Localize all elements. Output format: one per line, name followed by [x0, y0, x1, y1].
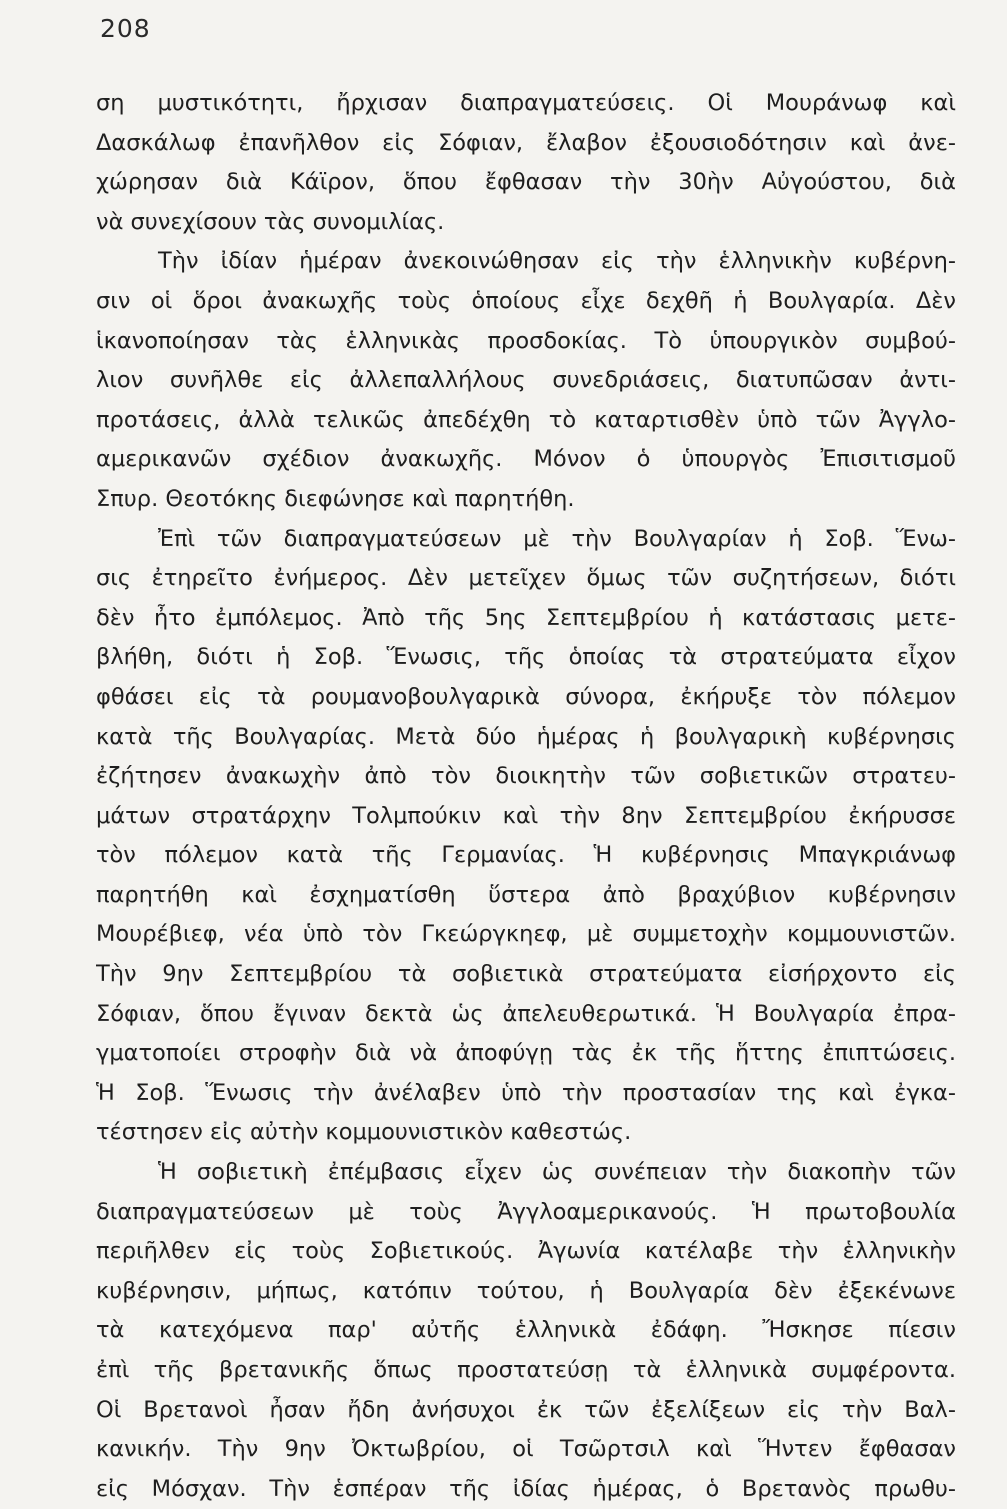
- text-line: αμερικανῶν σχέδιον ἀνακωχῆς. Μόνον ὁ ὑπουργὸς Ἐπισιτισμοῦ: [96, 446, 956, 473]
- text-line: προτάσεις, ἀλλὰ τελικῶς ἀπεδέχθη τὸ καταρτισθὲν ὑπὸ τῶν Ἀγγλο-: [96, 406, 956, 433]
- text-line: διαπραγματεύσεων μὲ τοὺς Ἀγγλοαμερικανούς. Ἡ πρωτοβουλία: [96, 1198, 956, 1225]
- text-line: τὸν πόλεμον κατὰ τῆς Γερμανίας. Ἡ κυβέρνησις Μπαγκριάνωφ: [96, 842, 956, 869]
- text-line: ἐζήτησεν ἀνακωχὴν ἀπὸ τὸν διοικητὴν τῶν σοβιετικῶν στρατευ-: [96, 763, 956, 790]
- text-line: κυβέρνησιν, μήπως, κατόπιν τούτου, ἡ Βουλγαρία δὲν ἐξεκένωνε: [96, 1277, 956, 1304]
- text-line: λιον συνῆλθε εἰς ἀλλεπαλλήλους συνεδριάσεις, διατυπῶσαν ἀντι-: [96, 367, 956, 394]
- text-line: περιῆλθεν εἰς τοὺς Σοβιετικούς. Ἀγωνία κατέλαβε τὴν ἑλληνικὴν: [96, 1238, 956, 1265]
- text-line: εἰς Μόσχαν. Τὴν ἑσπέραν τῆς ἰδίας ἡμέρας, ὁ Βρετανὸς πρωθυ-: [96, 1475, 956, 1502]
- text-line: Οἱ Βρετανοὶ ἦσαν ἤδη ἀνήσυχοι ἐκ τῶν ἐξελίξεων εἰς τὴν Βαλ-: [96, 1396, 956, 1423]
- text-line: Ἐπὶ τῶν διαπραγματεύσεων μὲ τὴν Βουλγαρίαν ἡ Σοβ. Ἕνω-: [158, 525, 956, 552]
- text-line: Τὴν 9ην Σεπτεμβρίου τὰ σοβιετικὰ στρατεύματα εἰσήρχοντο εἰς: [96, 961, 956, 988]
- text-line: σις ἐτηρεῖτο ἐνήμερος. Δὲν μετεῖχεν ὅμως τῶν συζητήσεων, διότι: [96, 565, 956, 592]
- text-line: μάτων στρατάρχην Τολμπούκιν καὶ τὴν 8ην Σεπτεμβρίου ἐκήρυσσε: [96, 802, 956, 829]
- text-line: Σόφιαν, ὅπου ἔγιναν δεκτὰ ὡς ἀπελευθερωτικά. Ἡ Βουλγαρία ἐπρα-: [96, 1000, 956, 1027]
- text-line: Τὴν ἰδίαν ἡμέραν ἀνεκοινώθησαν εἰς τὴν ἑλληνικὴν κυβέρνη-: [158, 248, 956, 275]
- text-line: φθάσει εἰς τὰ ρουμανοβουλγαρικὰ σύνορα, ἐκήρυξε τὸν πόλεμον: [96, 683, 956, 710]
- text-line: ση μυστικότητι, ἤρχισαν διαπραγματεύσεις. Οἱ Μουράνωφ καὶ: [96, 90, 956, 116]
- text-line: κανικήν. Τὴν 9ην Ὀκτωβρίου, οἱ Τσῶρτσιλ καὶ Ἥντεν ἔφθασαν: [96, 1436, 956, 1463]
- text-line: γματοποίει στροφὴν διὰ νὰ ἀποφύγῃ τὰς ἐκ τῆς ἥττης ἐπιπτώσεις.: [96, 1040, 956, 1067]
- text-line: ἐπὶ τῆς βρετανικῆς ὅπως προστατεύσῃ τὰ ἑλληνικὰ συμφέροντα.: [96, 1357, 956, 1383]
- text-line: τὰ κατεχόμενα παρ' αὐτῆς ἑλληνικὰ ἐδάφη. Ἤσκησε πίεσιν: [96, 1317, 956, 1344]
- page-number: 208: [100, 14, 151, 43]
- text-line: Ἡ σοβιετικὴ ἐπέμβασις εἶχεν ὡς συνέπειαν τὴν διακοπὴν τῶν: [158, 1159, 956, 1186]
- body-text: [96, 84, 956, 1509]
- text-line: κατὰ τῆς Βουλγαρίας. Μετὰ δύο ἡμέρας ἡ βουλγαρικὴ κυβέρνησις: [96, 723, 956, 750]
- text-line: σιν οἱ ὅροι ἀνακωχῆς τοὺς ὁποίους εἶχε δεχθῆ ἡ Βουλγαρία. Δὲν: [96, 287, 956, 314]
- text-line: νὰ συνεχίσουν τὰς συνομιλίας.: [96, 208, 445, 235]
- text-line: Ἡ Σοβ. Ἕνωσις τὴν ἀνέλαβεν ὑπὸ τὴν προστασίαν της καὶ ἐγκα-: [96, 1079, 956, 1106]
- text-line: παρητήθη καὶ ἐσχηματίσθη ὕστερα ἀπὸ βραχύβιον κυβέρνησιν: [96, 881, 956, 908]
- text-line: Δασκάλωφ ἐπανῆλθον εἰς Σόφιαν, ἔλαβον ἐξουσιοδότησιν καὶ ἀνε-: [96, 129, 956, 156]
- text-line: ἱκανοποίησαν τὰς ἑλληνικὰς προσδοκίας. Τὸ ὑπουργικὸν συμβού-: [96, 327, 956, 354]
- text-line: τέστησεν εἰς αὐτὴν κομμουνιστικὸν καθεστώς.: [96, 1119, 632, 1146]
- text-line: Σπυρ. Θεοτόκης διεφώνησε καὶ παρητήθη.: [96, 485, 575, 512]
- text-line: χώρησαν διὰ Κάϊρον, ὅπου ἔφθασαν τὴν 30ὴν Αὐγούστου, διὰ: [96, 169, 956, 196]
- text-line: δὲν ἦτο ἐμπόλεμος. Ἀπὸ τῆς 5ης Σεπτεμβρίου ἡ κατάστασις μετε-: [96, 604, 956, 631]
- text-line: Μουρέβιεφ, νέα ὑπὸ τὸν Γκεώργκηεφ, μὲ συμμετοχὴν κομμουνιστῶν.: [96, 921, 956, 948]
- text-line: βλήθη, διότι ἡ Σοβ. Ἕνωσις, τῆς ὁποίας τὰ στρατεύματα εἶχον: [96, 644, 956, 671]
